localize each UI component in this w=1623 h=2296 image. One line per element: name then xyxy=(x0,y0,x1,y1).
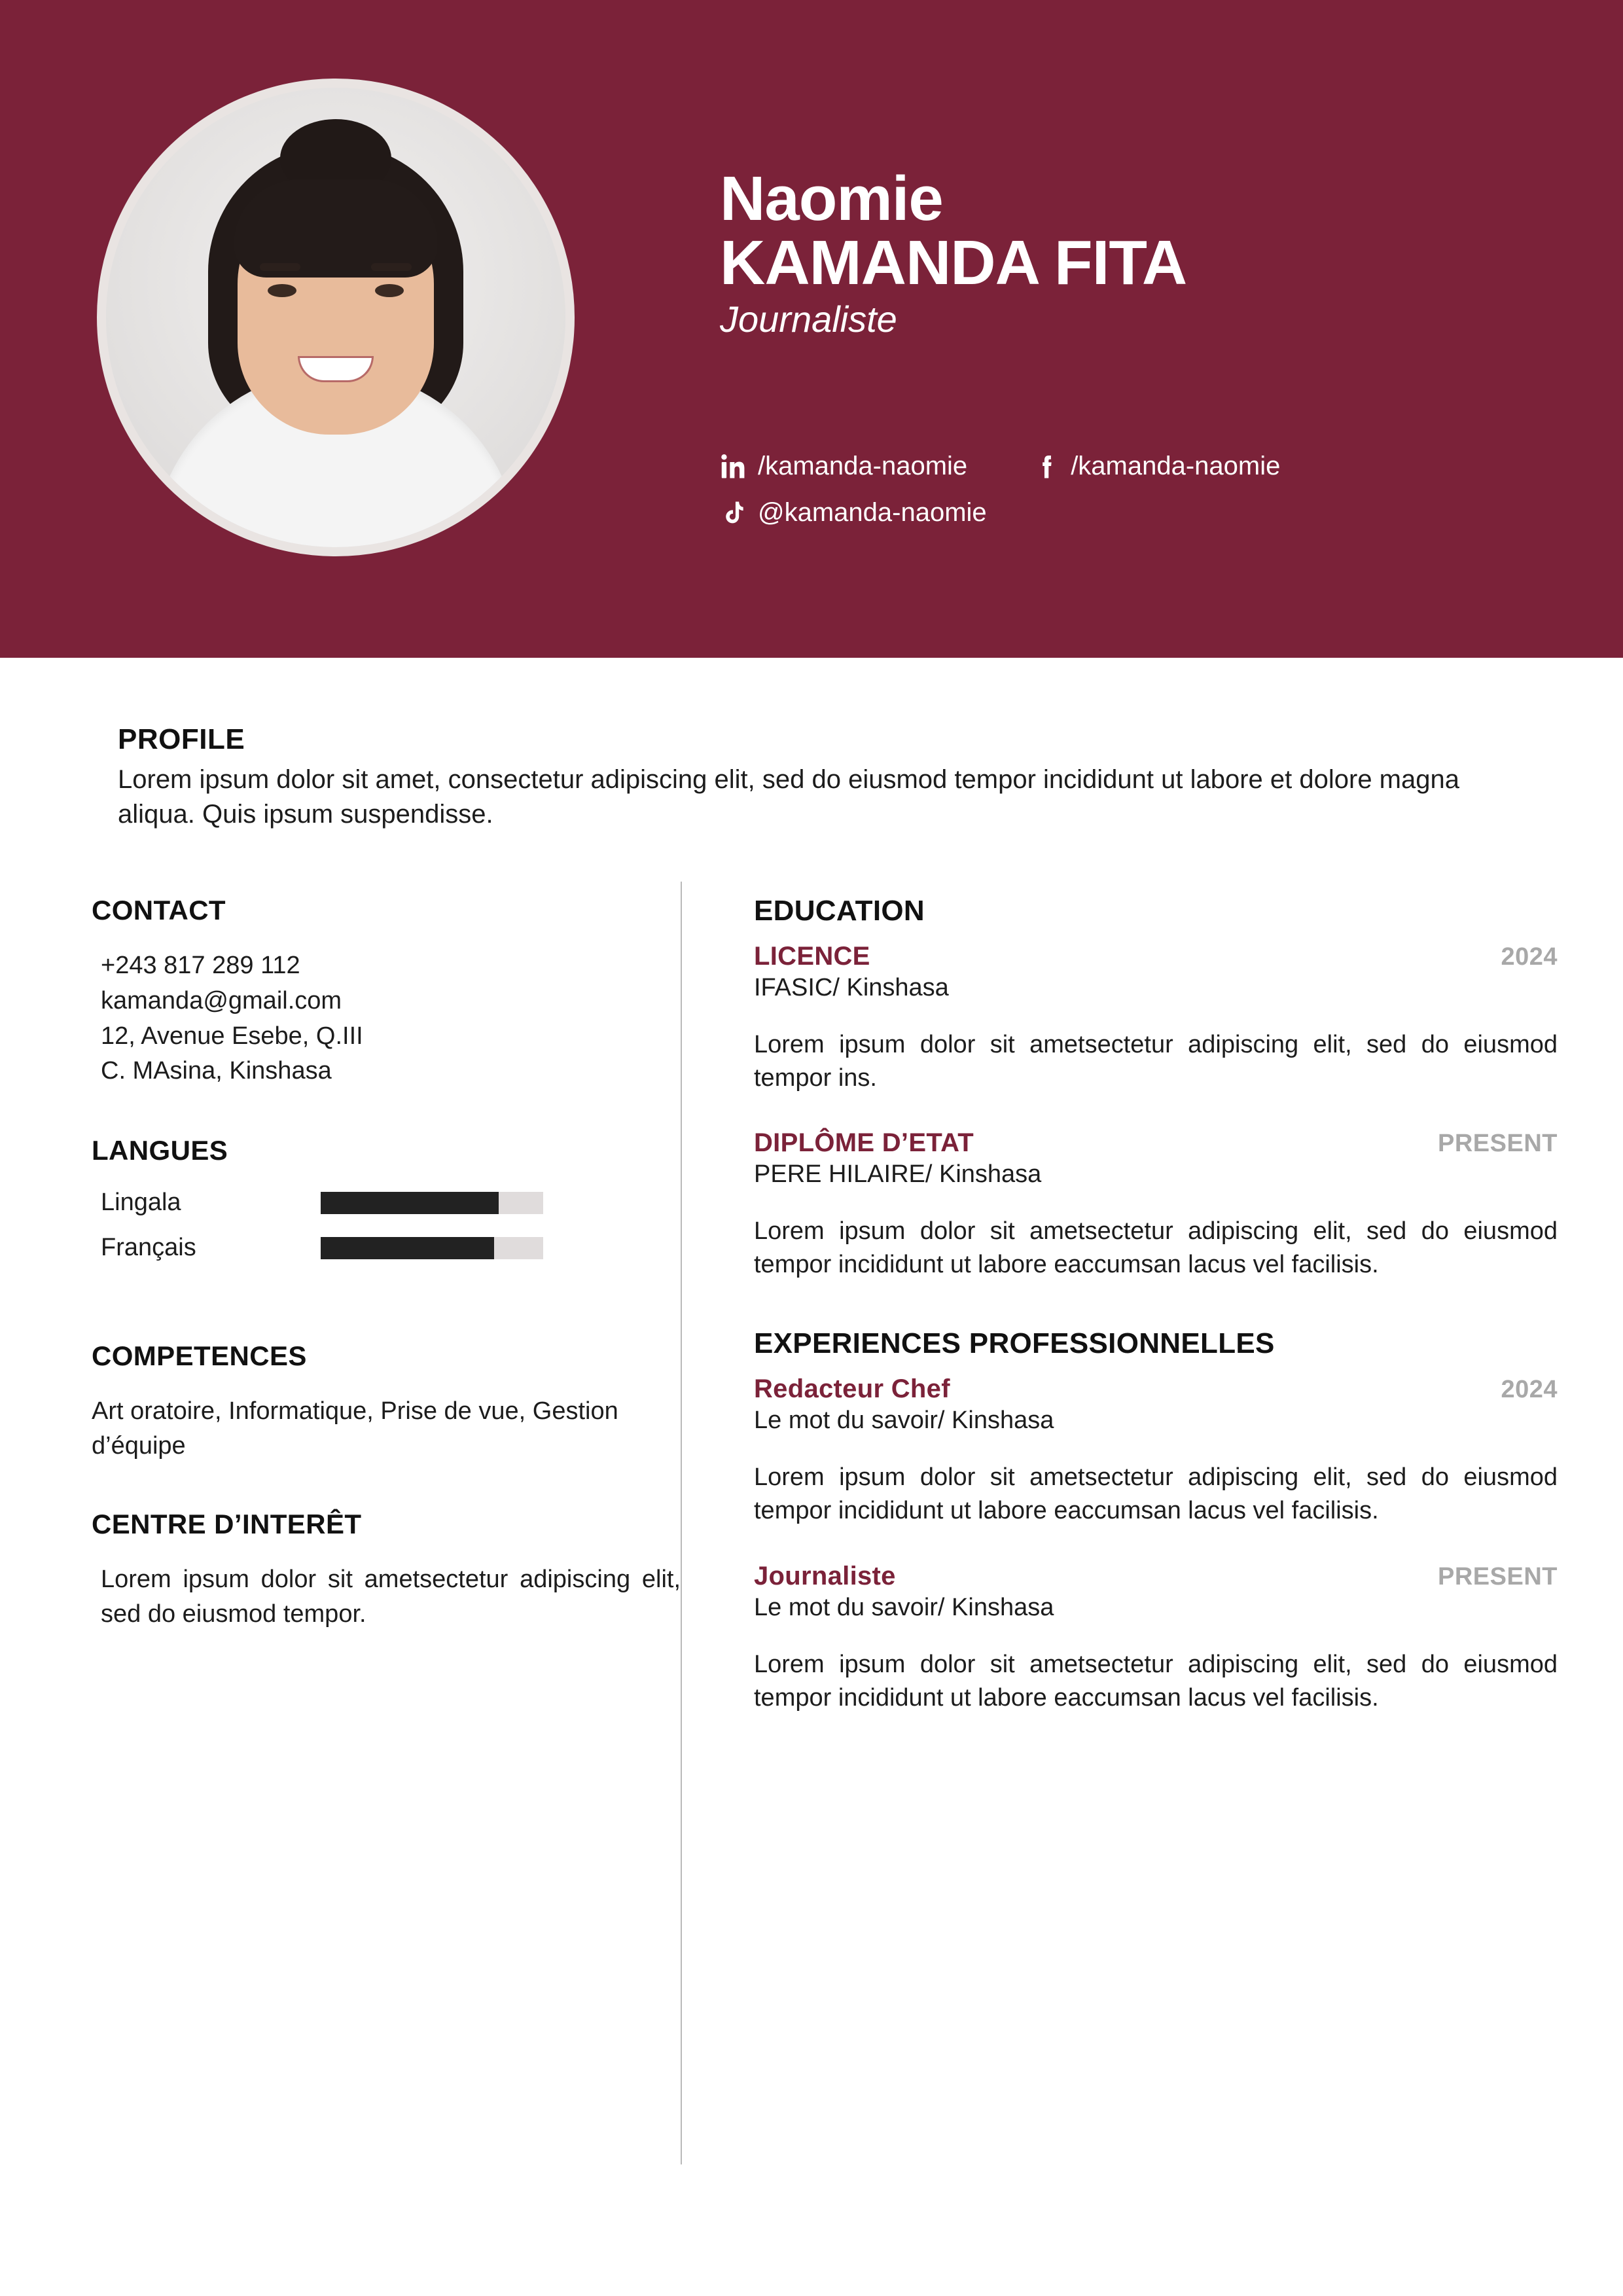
experience-org: Le mot du savoir/ Kinshasa xyxy=(754,1594,1054,1622)
language-level-bar xyxy=(321,1237,543,1259)
two-column-layout xyxy=(0,895,1623,2164)
language-row xyxy=(92,1234,681,1262)
education-section xyxy=(754,895,1558,1282)
avatar-image xyxy=(106,88,565,547)
education-role: LICENCE xyxy=(754,941,870,971)
contact-section xyxy=(92,895,681,1090)
contact-address-1: 12, Avenue Esebe, Q.III xyxy=(101,1022,363,1050)
competences-text: Art oratoire, Informatique, Prise de vue, Gestion d’équipe xyxy=(92,1397,618,1460)
experience-org: Le mot du savoir/ Kinshasa xyxy=(754,1407,1054,1435)
education-role: DIPLÔME D’ETAT xyxy=(754,1128,974,1158)
experience-date: 2024 xyxy=(1501,1376,1558,1404)
portrait-illustration xyxy=(106,88,565,547)
education-entry xyxy=(754,942,1558,1095)
linkedin-icon xyxy=(720,452,749,481)
profile-text: Lorem ipsum dolor sit amet, consectetur adipiscing elit, sed do eiusmod tempor incididunt ut labore et dolore magna aliqua. Quis ipsum suspendisse. xyxy=(118,765,1459,829)
social-link-facebook[interactable] xyxy=(1033,452,1280,481)
competences-section xyxy=(92,1340,681,1463)
experiences-section xyxy=(754,1327,1558,1715)
left-column xyxy=(0,895,681,1677)
first-name: Naomie xyxy=(720,164,943,234)
facebook-icon xyxy=(1033,452,1061,481)
language-level-bar xyxy=(321,1192,543,1214)
experience-date: PRESENT xyxy=(1438,1563,1558,1591)
language-name: Français xyxy=(101,1234,196,1262)
job-title: Journaliste xyxy=(720,298,897,340)
interet-title: CENTRE D’INTERÊT xyxy=(92,1509,362,1540)
cv-header xyxy=(0,0,1623,658)
social-link-tiktok[interactable] xyxy=(720,498,987,528)
competences-title: COMPETENCES xyxy=(92,1340,307,1372)
interet-section xyxy=(92,1509,681,1631)
education-desc: Lorem ipsum dolor sit ametsectetur adipiscing elit, sed do eiusmod tempor ins. xyxy=(754,1030,1558,1092)
social-links xyxy=(720,452,1346,545)
education-org: IFASIC/ Kinshasa xyxy=(754,973,949,1001)
langues-section xyxy=(92,1135,681,1262)
experiences-title: EXPERIENCES PROFESSIONNELLES xyxy=(754,1327,1275,1360)
right-column xyxy=(682,895,1623,1761)
language-row xyxy=(92,1189,681,1217)
experience-desc: Lorem ipsum dolor sit ametsectetur adipiscing elit, sed do eiusmod tempor incididunt ut labore eaccumsan lacus vel facilisis. xyxy=(754,1651,1558,1712)
language-name: Lingala xyxy=(101,1189,181,1217)
experience-entry xyxy=(754,1374,1558,1528)
profile-section xyxy=(118,723,1512,832)
contact-email: kamanda@gmail.com xyxy=(101,986,342,1014)
last-name: KAMANDA FITA xyxy=(720,227,1187,298)
experience-role: Journaliste xyxy=(754,1562,896,1591)
education-entry xyxy=(754,1128,1558,1282)
contact-title: CONTACT xyxy=(92,894,226,925)
avatar xyxy=(97,79,575,556)
name-block xyxy=(720,164,1187,340)
education-date: PRESENT xyxy=(1438,1130,1558,1158)
education-desc: Lorem ipsum dolor sit ametsectetur adipiscing elit, sed do eiusmod tempor incididunt ut labore eaccumsan lacus vel facilisis. xyxy=(754,1217,1558,1279)
cv-body xyxy=(0,723,1623,2164)
interet-text: Lorem ipsum dolor sit ametsectetur adipiscing elit, sed do eiusmod tempor. xyxy=(101,1566,681,1628)
experience-desc: Lorem ipsum dolor sit ametsectetur adipiscing elit, sed do eiusmod tempor incididunt ut labore eaccumsan lacus vel facilisis. xyxy=(754,1463,1558,1525)
education-title: EDUCATION xyxy=(754,894,925,927)
profile-title: PROFILE xyxy=(118,723,245,755)
contact-phone: +243 817 289 112 xyxy=(101,951,300,979)
education-date: 2024 xyxy=(1501,942,1558,971)
social-link-linkedin[interactable] xyxy=(720,452,967,481)
social-handle-facebook: /kamanda-naomie xyxy=(1071,452,1281,480)
contact-address-2: C. MAsina, Kinshasa xyxy=(101,1057,332,1085)
experience-entry xyxy=(754,1562,1558,1715)
langues-title: LANGUES xyxy=(92,1135,228,1166)
education-org: PERE HILAIRE/ Kinshasa xyxy=(754,1160,1042,1189)
social-handle-tiktok: @kamanda-naomie xyxy=(758,498,987,527)
social-handle-linkedin: /kamanda-naomie xyxy=(758,452,968,480)
experience-role: Redacteur Chef xyxy=(754,1374,950,1404)
tiktok-icon xyxy=(720,499,749,528)
